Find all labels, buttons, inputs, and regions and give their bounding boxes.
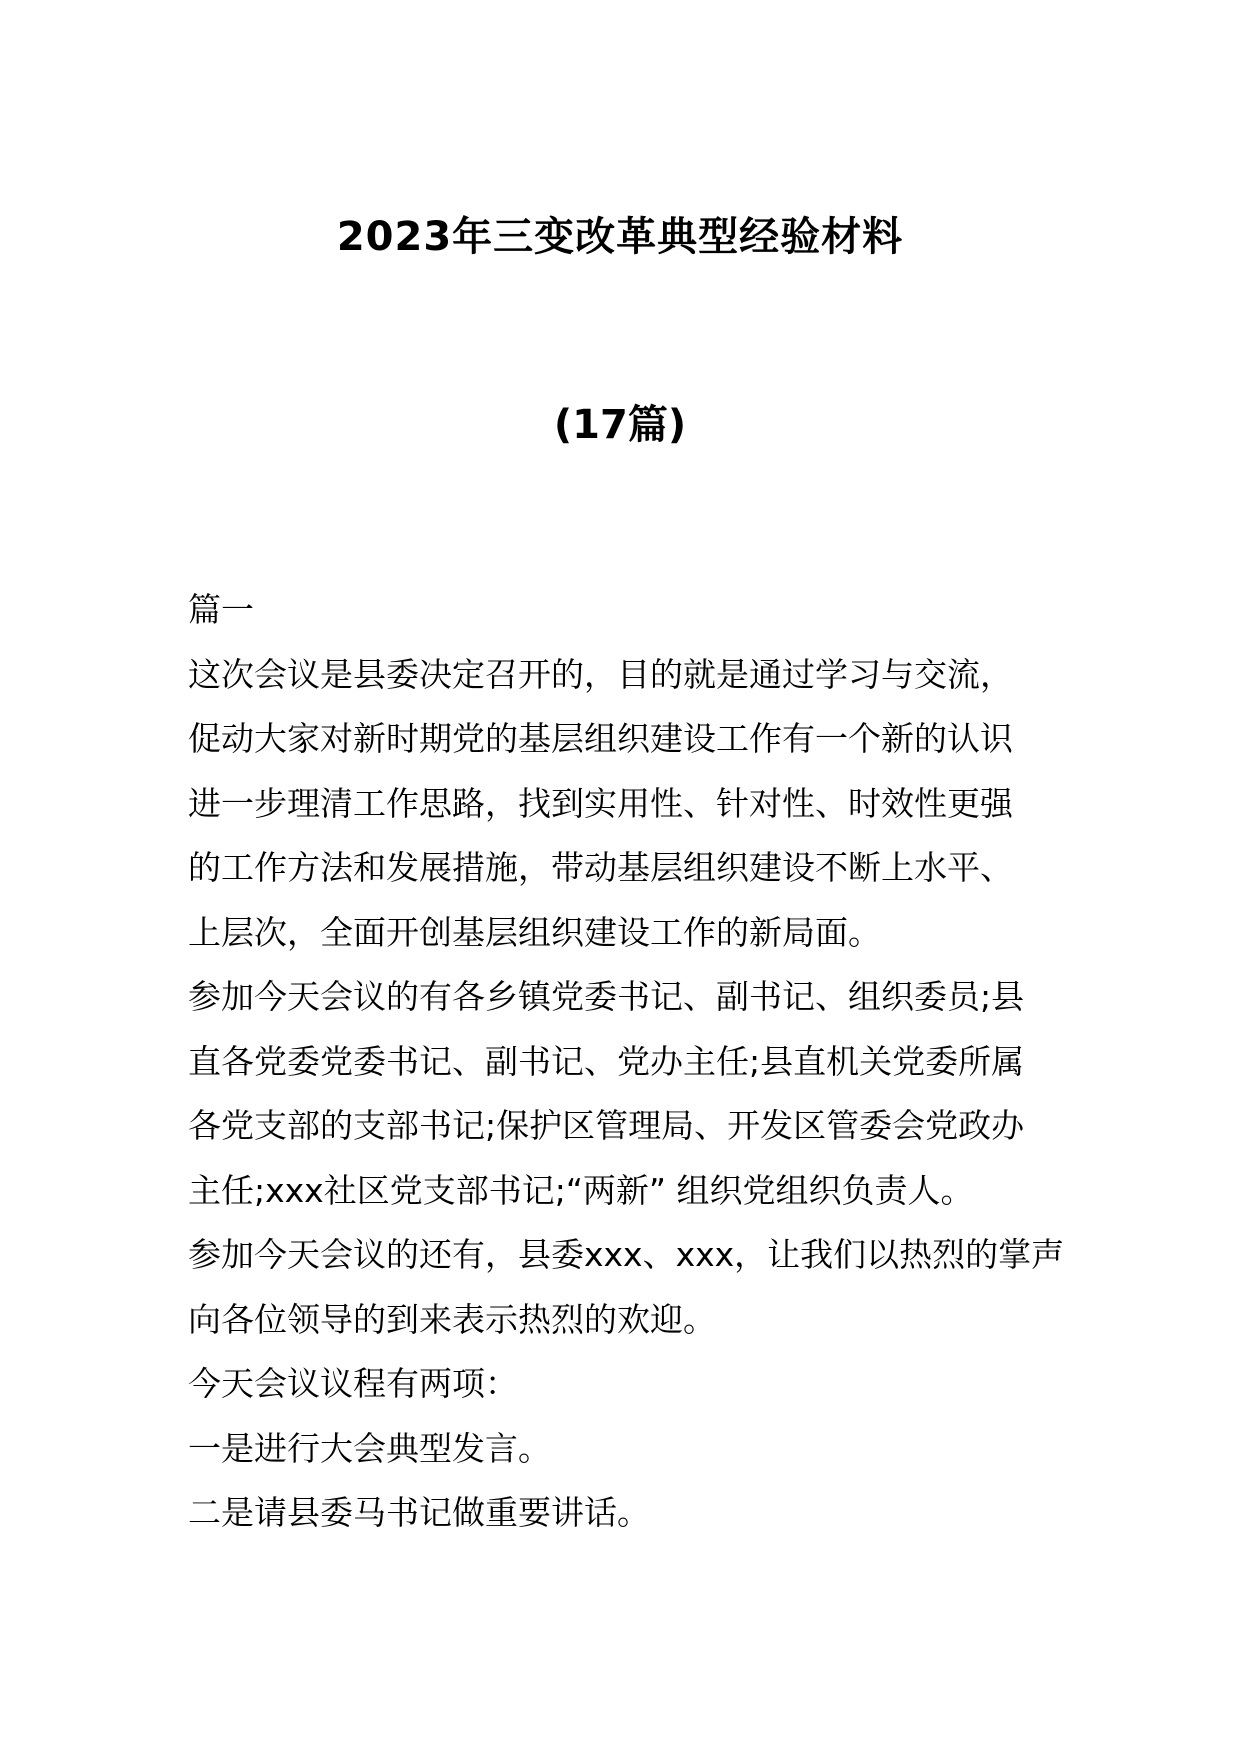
document-body (188, 578, 1068, 1546)
text-line: 今天会议议程有两项： (188, 1364, 518, 1403)
text-line: 这次会议是县委决定召开的，目的就是通过学习与交流， (188, 654, 1013, 694)
text-line: 参加今天会议的有各乡镇党委书记、副书记、组织委员;县 (188, 977, 1025, 1016)
text-line: 上层次，全面开创基层组织建设工作的新局面。 (188, 912, 881, 952)
text-line: 各党支部的支部书记;保护区管理局、开发区管委会党政办 (188, 1106, 1025, 1145)
text-line: 促动大家对新时期党的基层组织建设工作有一个新的认识 (188, 719, 1013, 758)
text-line: 一是进行大会典型发言。 (188, 1428, 551, 1468)
document-title: 2023年三变改革典型经验材料 (336, 214, 904, 260)
text-line: 二是请县委马书记做重要讲话。 (188, 1493, 650, 1532)
text-line: 直各党委党委书记、副书记、党办主任;县直机关党委所属 (188, 1041, 1025, 1081)
text-line: 进一步理清工作思路，找到实用性、针对性、时效性更强 (188, 783, 1013, 823)
text-line: 向各位领导的到来表示热烈的欢迎。 (188, 1299, 716, 1339)
text-line: 主任;xxx社区党支部书记;“两新” 组织党组织负责人。 (188, 1170, 974, 1210)
document-subtitle: (17篇) (553, 402, 687, 448)
section-heading: 篇一 (188, 590, 254, 629)
text-line: 的工作方法和发展措施，带动基层组织建设不断上水平、 (188, 848, 1013, 887)
text-line: 参加今天会议的还有，县委xxx、xxx，让我们以热烈的掌声 (188, 1235, 1065, 1274)
